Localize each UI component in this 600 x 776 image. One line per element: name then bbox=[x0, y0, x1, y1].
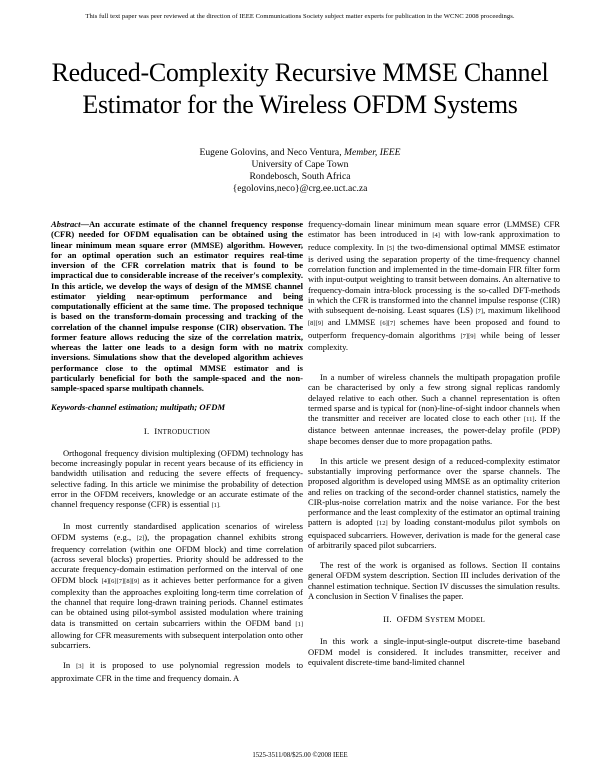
author-names: Eugene Golovins, and Neco Ventura, bbox=[199, 147, 342, 158]
abstract-text: —An accurate estimate of the channel frequency response (CFR) needed for OFDM equalisation can be obtained using the linear minimum mean square error (MMSE) algorithm. However, for an optimal operation such an estimator requires real-time inversion of the CFR correlation matrix that is found to be impractical due to considerable increase of the receiver's complexity. In this article, we develop the ways of design of the MMSE channel estimator yielding near-optimum performance and being computationally efficient at the same time. The proposed technique is based on the transform-domain processing and tracking of the correlation of the channel impulse response (CIR) observation. The former feature allows reducing the size of the correlation matrix, whereas the latter one leads to a design form with no matrix inversions. Simulations show that the developed algorithm achieves performance close to the optimal MMSE estimator and is particularly beneficial for both the sample-spaced and the non-sample-spaced sparse multipath channels. bbox=[51, 219, 303, 393]
section-heading-introduction: I. INTRODUCTION bbox=[143, 425, 211, 436]
section-heading-system-model: II. OFDM SYSTEM MODEL bbox=[383, 614, 485, 624]
review-notice: This full text paper was peer reviewed at the direction of IEEE Communications Society subject matter experts for publication in the WCNC 2008 proceedings. bbox=[85, 13, 515, 20]
abstract-label: Abstract bbox=[51, 219, 81, 229]
citation: [3] bbox=[76, 663, 84, 671]
citation: [4] bbox=[432, 232, 440, 240]
abstract bbox=[51, 219, 303, 393]
system-model-paragraph-1: In this work a single-input-single-output discrete-time baseband OFDM model is considered. It includes transmitter, receiver and equivalent discrete-time band-limited channel bbox=[308, 636, 560, 667]
title-line-1: Reduced-Complexity Recursive MMSE Channel bbox=[51, 58, 549, 87]
citation: [7][9] bbox=[460, 332, 476, 340]
paper-title bbox=[30, 57, 570, 121]
intro-paragraph-3: In [3] it is proposed to use polynomial regression models to approximate CFR in the time and frequency domain. A bbox=[51, 660, 304, 683]
citation: [11] bbox=[523, 416, 535, 423]
left-column bbox=[51, 219, 303, 683]
citation: [1] bbox=[295, 620, 303, 628]
title-line-2: Estimator for the Wireless OFDM Systems bbox=[82, 90, 518, 119]
citation: [5] bbox=[386, 244, 395, 252]
author-email: {egolovins,neco}@crg.ee.uct.ac.za bbox=[232, 183, 368, 194]
copyright-footer: 1525-3511/08/$25.00 ©2008 IEEE bbox=[252, 752, 348, 759]
author-names-line bbox=[0, 147, 600, 159]
author-city: Rondebosch, South Africa bbox=[249, 171, 351, 182]
citation: [12] bbox=[376, 520, 388, 528]
intro-paragraph-1: Orthogonal frequency division multiplexing (OFDM) technology has become increasingly popular in recent years because of its efficiency in bandwidth utilisation and reducing the severe effects of frequency-selective fading. In this article we minimise the probability of detection error in the OFDM receivers, knowledge or an accurate estimate of the channel frequency response (CFR) is essential [1]. bbox=[51, 447, 303, 509]
author-affiliation: University of Cape Town bbox=[251, 159, 349, 170]
intro-paragraph-2: In most currently standardised application scenarios of wireless OFDM systems (e.g., [2]), the propagation channel exhibits strong frequency correlation (within one OFDM block) and time correlation (across several blocks) properties. Priority should be addressed to the accurate frequency-domain estimation performed on the interval of one OFDM block [4][6][7][8][9] as it achieves better performance for a given complexity than the approaches exploiting long-term time correlation of the channel that require long-drawn training periods. Channel estimates can be obtained using pilot-symbol assisted modulation where training data is transmitted on certain subcarriers within the OFDM band [1] allowing for CFR measurements with subsequent interpolation onto other subcarriers. bbox=[51, 521, 303, 650]
author-block bbox=[0, 147, 600, 195]
citation: [2] bbox=[136, 534, 145, 542]
keywords: Keywords-channel estimation; multipath; OFDM bbox=[51, 402, 226, 413]
citation: [8][9] bbox=[308, 320, 324, 328]
citation: [4][6][7][8][9] bbox=[101, 577, 140, 585]
citation: [7] bbox=[475, 308, 484, 315]
citation: [1]. bbox=[211, 502, 221, 509]
intro-paragraph-6: The rest of the work is organised as follows. Section II contains general OFDM system description. Section III includes derivation of the channel estimation technique. Section IV discusses the simulation results. A conclusion in Section V finalises the paper. bbox=[308, 560, 560, 601]
citation: [6][7] bbox=[380, 320, 396, 328]
author-membership: Member, IEEE bbox=[344, 147, 401, 158]
intro-paragraph-3-continued: frequency-domain linear minimum mean square error (LMMSE) CFR estimator has been introduced in [4] with low-rank approximation to reduce complexity. In [5] the two-dimensional optimal MMSE estimator is derived using the separation property of the time-frequency channel correlation function and implemented in the time-domain FIR filter form with input-output weighting to transit between domains. An alternative to frequency-domain intra-block processing is the so-called DFT-methods in which the CFR is transformed into the channel impulse response (CIR) with subsequent de-noising. Least squares (LS) [7], maximum likelihood [8][9] and LMMSE [6][7] schemes have been proposed and found to outperform frequency-domain algorithms [7][9] while being of lesser complexity. bbox=[308, 219, 561, 352]
intro-paragraph-5: In this article we present design of a reduced-complexity estimator substantially improving performance over the sparse channels. The proposed algorithm is developed using MMSE as an optimality criterion and relies on tracking of the second-order channel statistics, namely the CIR-plus-noise correlation matrix and the noise variance. For the best performance and the least complexity of the estimator an optimal training pattern is adopted [12] by loading constant-modulus pilot symbols on equispaced subcarriers. However, derivation is made for the general case of arbitrarily spaced pilot subcarriers. bbox=[308, 455, 560, 550]
right-column bbox=[308, 219, 560, 667]
intro-paragraph-4: In a number of wireless channels the multipath propagation profile can be characterised by only a few strong signal replicas randomly delayed relative to each other. Such a channel representation is often termed sparse and is typical for (non)-line-of-sight indoor channels when the transmitter and receiver are located close to each other [11]. If the distance between antennae increases, the power-delay profile (PDP) shape becomes denser due to more propagation paths. bbox=[308, 372, 560, 446]
